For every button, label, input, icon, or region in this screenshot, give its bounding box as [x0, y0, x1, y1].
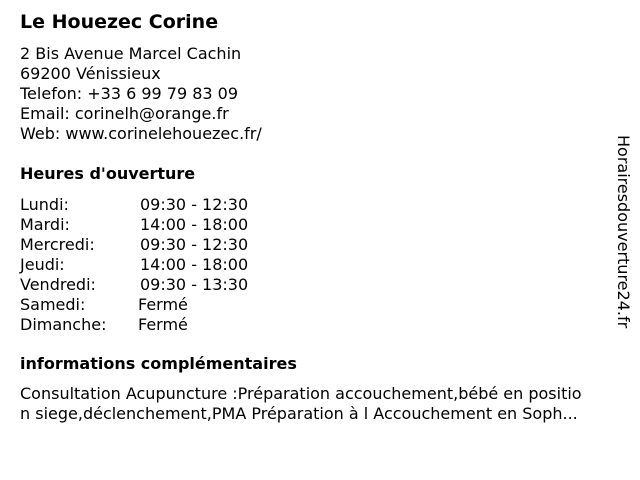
- hours-value: 09:30 - 12:30: [140, 195, 249, 214]
- day-label: Mercredi:: [20, 235, 95, 254]
- site-watermark: Horairesdouverture24.fr: [614, 135, 633, 329]
- hours-row: [20, 235, 280, 255]
- website-link[interactable]: Web: www.corinelehouezec.fr/: [20, 124, 262, 143]
- hours-value: 14:00 - 18:00: [140, 215, 249, 234]
- phone-number[interactable]: Telefon: +33 6 99 79 83 09: [20, 84, 239, 103]
- additional-info-text: [20, 384, 628, 424]
- day-label: Lundi:: [20, 195, 69, 214]
- day-label: Mardi:: [20, 215, 70, 234]
- opening-hours-table: [20, 195, 280, 335]
- hours-value: 09:30 - 12:30: [140, 235, 249, 254]
- hours-row: [20, 215, 280, 235]
- hours-row: [20, 315, 280, 335]
- email-address[interactable]: Email: corinelh@orange.fr: [20, 104, 229, 123]
- address-street: 2 Bis Avenue Marcel Cachin: [20, 44, 242, 63]
- hours-row: [20, 195, 280, 215]
- hours-row: [20, 255, 280, 275]
- hours-value: 14:00 - 18:00: [140, 255, 249, 274]
- contact-block: [20, 44, 262, 144]
- hours-value: 09:30 - 13:30: [140, 275, 249, 294]
- day-label: Dimanche:: [20, 315, 107, 334]
- hours-row: [20, 295, 280, 315]
- info-line: Consultation Acupuncture :Préparation accouchement,bébé en positio: [20, 384, 582, 403]
- address-city: 69200 Vénissieux: [20, 64, 161, 83]
- hours-row: [20, 275, 280, 295]
- day-label: Jeudi:: [20, 255, 65, 274]
- business-name: Le Houezec Corine: [20, 11, 219, 33]
- hours-value: Fermé: [138, 315, 188, 334]
- day-label: Samedi:: [20, 295, 86, 314]
- opening-hours-heading: Heures d'ouverture: [20, 164, 196, 183]
- hours-value: Fermé: [138, 295, 188, 314]
- additional-info-heading: informations complémentaires: [20, 354, 297, 373]
- day-label: Vendredi:: [20, 275, 96, 294]
- info-line: n siege,déclenchement,PMA Préparation à l Accouchement en Soph...: [20, 404, 578, 423]
